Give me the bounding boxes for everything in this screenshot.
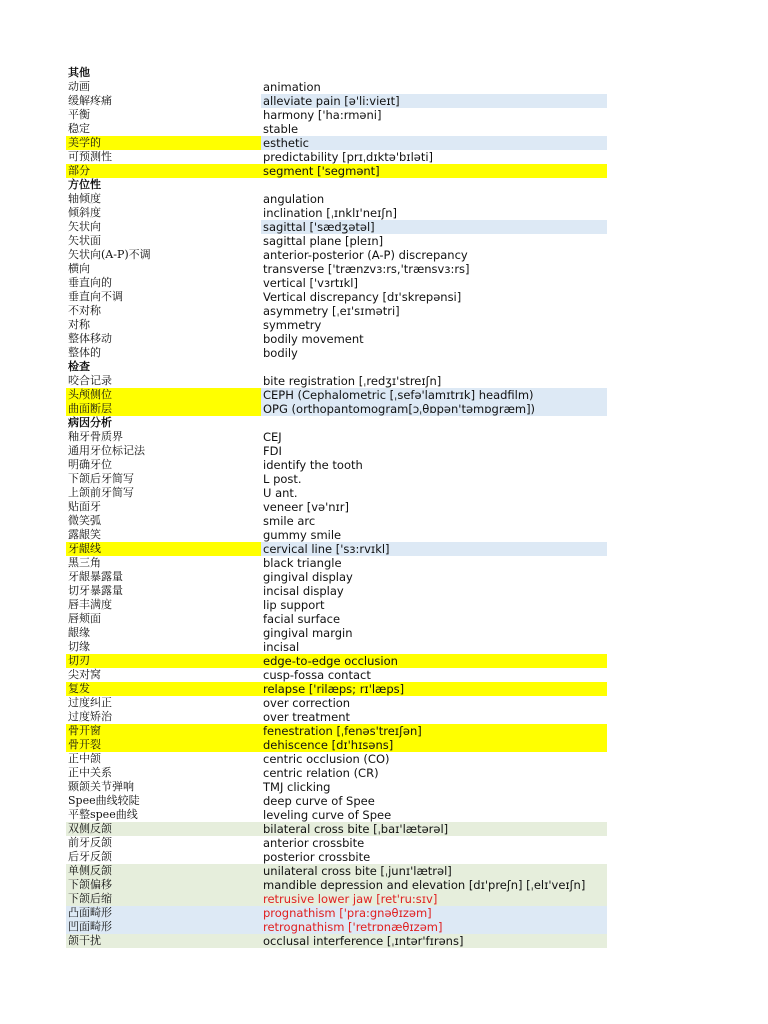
chinese-term-cell[interactable]: 牙龈线: [66, 542, 261, 556]
table-row: [66, 444, 607, 458]
table-row: [66, 94, 607, 108]
table-row: [66, 822, 607, 836]
table-row: [66, 276, 607, 290]
english-term-cell[interactable]: anterior-posterior (A-P) discrepancy: [263, 248, 468, 262]
chinese-term-cell[interactable]: 上颌前牙简写: [68, 486, 134, 499]
english-term-cell[interactable]: stable: [263, 122, 299, 136]
english-term-cell[interactable]: Vertical discrepancy [dɪ'skrepənsi]: [263, 290, 462, 304]
chinese-term-cell[interactable]: 垂直向的: [68, 276, 112, 289]
english-term-cell[interactable]: bodily movement: [263, 332, 364, 346]
chinese-term-cell[interactable]: 釉牙骨质界: [68, 430, 123, 443]
english-term-cell[interactable]: smile arc: [263, 514, 316, 528]
english-term-cell[interactable]: gummy smile: [263, 528, 342, 542]
english-term-cell[interactable]: leveling curve of Spee: [263, 808, 392, 822]
chinese-term-cell[interactable]: 咬合记录: [68, 374, 112, 387]
table-row: [66, 472, 607, 486]
table-row: [66, 934, 607, 948]
table-row: [66, 318, 607, 332]
chinese-term-cell[interactable]: 头颅侧位: [66, 388, 261, 402]
english-term-cell[interactable]: posterior crossbite: [263, 850, 371, 864]
chinese-term-cell[interactable]: 骨开窗: [68, 724, 101, 737]
chinese-term-cell[interactable]: 骨开裂: [68, 738, 101, 751]
english-term-cell[interactable]: inclination [ˌɪnklɪ'neɪʃn]: [263, 206, 397, 220]
chinese-term-cell[interactable]: 正中关系: [68, 766, 112, 779]
chinese-term-cell[interactable]: 通用牙位标记法: [68, 444, 145, 457]
chinese-term-cell[interactable]: 正中颌: [68, 752, 101, 765]
table-row: [66, 864, 607, 878]
english-term-cell[interactable]: gingival margin: [263, 626, 353, 640]
english-term-cell[interactable]: mandible depression and elevation [dɪ'preʃn] [ˌelɪ'veɪʃn]: [263, 878, 586, 892]
table-row: [66, 290, 607, 304]
chinese-term-cell[interactable]: 凸面畸形: [68, 906, 112, 919]
table-row: [66, 612, 607, 626]
english-term-cell[interactable]: lip support: [263, 598, 325, 612]
english-term-cell[interactable]: [261, 360, 607, 374]
table-row: [66, 696, 607, 710]
table-row: [66, 710, 607, 724]
english-term-cell[interactable]: animation: [263, 80, 321, 94]
english-term-cell[interactable]: asymmetry [ˌeɪ'sɪmətri]: [263, 304, 400, 318]
english-term-cell[interactable]: sagittal ['sædʒətəl]: [261, 220, 607, 234]
chinese-term-cell[interactable]: 矢状向(A-P)不调: [68, 248, 151, 261]
table-row: [66, 108, 607, 122]
table-row: [66, 556, 607, 570]
chinese-term-cell[interactable]: 下颌后缩: [68, 892, 112, 905]
table-row: [66, 598, 607, 612]
english-term-cell[interactable]: dehiscence [dɪ'hɪsəns]: [263, 738, 394, 752]
english-term-cell[interactable]: harmony ['ha:rməni]: [263, 108, 382, 122]
english-term-cell[interactable]: [261, 178, 607, 192]
english-term-cell[interactable]: [261, 416, 607, 430]
chinese-term-cell[interactable]: 露龈笑: [68, 528, 101, 541]
chinese-term-cell[interactable]: 矢状面: [68, 234, 101, 247]
chinese-term-cell[interactable]: Spee曲线较陡: [68, 794, 140, 807]
table-row: [66, 346, 607, 360]
chinese-term-cell[interactable]: 贴面牙: [68, 500, 101, 513]
chinese-term-cell[interactable]: 横向: [68, 262, 90, 275]
chinese-term-cell[interactable]: 轴倾度: [68, 192, 101, 205]
english-term-cell[interactable]: L post.: [263, 472, 302, 486]
table-row: [66, 780, 607, 794]
chinese-term-cell[interactable]: 下颌偏移: [68, 878, 112, 891]
english-term-cell[interactable]: unilateral cross bite [ˌjunɪ'lætrəl]: [263, 864, 452, 878]
table-row: [66, 150, 607, 164]
english-term-cell[interactable]: OPG (orthopantomogram[ɔˌθɒpən'təmɒgræm]): [261, 402, 607, 416]
english-term-cell[interactable]: bite registration [ˌredʒɪ'streɪʃn]: [263, 374, 442, 388]
chinese-term-cell[interactable]: 病因分析: [68, 416, 112, 429]
table-row: [66, 906, 607, 920]
table-row: [66, 528, 607, 542]
english-term-cell[interactable]: transverse ['trænzvɜ:rs,'trænsvɜ:rs]: [263, 262, 470, 276]
english-term-cell[interactable]: bodily: [263, 346, 298, 360]
table-row: [66, 234, 607, 248]
table-row: [66, 542, 607, 556]
chinese-term-cell[interactable]: 稳定: [68, 122, 90, 135]
english-term-cell[interactable]: [261, 66, 607, 80]
chinese-term-cell[interactable]: 复发: [68, 682, 90, 695]
chinese-term-cell[interactable]: 后牙反颌: [68, 850, 112, 863]
chinese-term-cell[interactable]: 平衡: [68, 108, 90, 121]
table-row: [66, 570, 607, 584]
section-header-row: [66, 66, 607, 80]
table-row: [66, 388, 607, 402]
chinese-term-cell[interactable]: 其他: [68, 66, 90, 79]
chinese-term-cell[interactable]: 切缘: [68, 640, 90, 653]
table-row: [66, 794, 607, 808]
english-term-cell[interactable]: predictability [prɪˌdɪktə'bɪləti]: [263, 150, 434, 164]
table-row: [66, 332, 607, 346]
english-term-cell[interactable]: segment ['segmənt]: [263, 164, 380, 178]
chinese-term-cell[interactable]: 颌干扰: [68, 934, 101, 947]
english-term-cell[interactable]: retrognathism ['retrɒnæθɪzəm]: [263, 920, 443, 934]
english-term-cell[interactable]: TMJ clicking: [263, 780, 331, 794]
chinese-term-cell[interactable]: 倾斜度: [68, 206, 101, 219]
english-term-cell[interactable]: deep curve of Spee: [263, 794, 375, 808]
english-term-cell[interactable]: bilateral cross bite [ˌbaɪ'lætərəl]: [263, 822, 449, 836]
table-row: [66, 262, 607, 276]
chinese-term-cell[interactable]: 整体移动: [68, 332, 112, 345]
table-row: [66, 430, 607, 444]
table-row: [66, 878, 607, 892]
chinese-term-cell[interactable]: 平整spee曲线: [68, 808, 138, 821]
table-row: [66, 766, 607, 780]
chinese-term-cell[interactable]: 矢状向: [68, 220, 101, 233]
chinese-term-cell[interactable]: 凹面畸形: [68, 920, 112, 933]
chinese-term-cell[interactable]: 美学的: [66, 136, 261, 150]
table-row: [66, 248, 607, 262]
chinese-term-cell[interactable]: 方位性: [68, 178, 101, 191]
english-term-cell[interactable]: angulation: [263, 192, 325, 206]
table-row: [66, 486, 607, 500]
table-row: [66, 654, 607, 668]
chinese-term-cell[interactable]: 切牙暴露量: [68, 584, 123, 597]
table-row: [66, 892, 607, 906]
chinese-term-cell[interactable]: 检查: [68, 360, 90, 373]
english-term-cell[interactable]: incisal display: [263, 584, 344, 598]
table-row: [66, 738, 607, 752]
english-term-cell[interactable]: centric occlusion (CO): [263, 752, 390, 766]
chinese-term-cell[interactable]: 牙龈暴露量: [68, 570, 123, 583]
chinese-term-cell[interactable]: 可预测性: [68, 150, 112, 163]
english-term-cell[interactable]: black triangle: [263, 556, 342, 570]
chinese-term-cell[interactable]: 动画: [68, 80, 90, 93]
table-row: [66, 808, 607, 822]
english-term-cell[interactable]: over correction: [263, 696, 351, 710]
chinese-term-cell[interactable]: 缓解疼痛: [68, 94, 112, 107]
table-row: [66, 122, 607, 136]
table-row: [66, 682, 607, 696]
table-row: [66, 80, 607, 94]
english-term-cell[interactable]: identify the tooth: [263, 458, 363, 472]
table-row: [66, 514, 607, 528]
chinese-term-cell[interactable]: 切刃: [68, 654, 90, 667]
english-term-cell[interactable]: prognathism ['pra:gnəθɪzəm]: [263, 906, 432, 920]
table-row: [66, 584, 607, 598]
english-term-cell[interactable]: occlusal interference [ˌɪntər'fɪrəns]: [263, 934, 464, 948]
english-term-cell[interactable]: alleviate pain [ə'li:vieɪt]: [261, 94, 607, 108]
english-term-cell[interactable]: CEPH (Cephalometric [ˌsefə'lamɪtrɪk] headfilm): [261, 388, 607, 402]
chinese-term-cell[interactable]: 前牙反颌: [68, 836, 112, 849]
spreadsheet-table: [66, 66, 607, 948]
table-row: [66, 304, 607, 318]
chinese-term-cell[interactable]: 对称: [68, 318, 90, 331]
table-row: [66, 850, 607, 864]
english-term-cell[interactable]: cusp-fossa contact: [263, 668, 371, 682]
table-row: [66, 752, 607, 766]
table-row: [66, 206, 607, 220]
chinese-term-cell[interactable]: 明确牙位: [68, 458, 112, 471]
chinese-term-cell[interactable]: 垂直向不调: [68, 290, 123, 303]
english-term-cell[interactable]: edge-to-edge occlusion: [263, 654, 398, 668]
section-header-row: [66, 360, 607, 374]
chinese-term-cell[interactable]: 微笑弧: [68, 514, 101, 527]
table-row: [66, 724, 607, 738]
english-term-cell[interactable]: centric relation (CR): [263, 766, 379, 780]
chinese-term-cell[interactable]: 过度矫治: [68, 710, 112, 723]
table-row: [66, 668, 607, 682]
section-header-row: [66, 178, 607, 192]
chinese-term-cell[interactable]: 唇颊面: [68, 612, 101, 625]
table-row: [66, 402, 607, 416]
table-row: [66, 920, 607, 934]
table-row: [66, 626, 607, 640]
english-term-cell[interactable]: esthetic: [261, 136, 607, 150]
table-row: [66, 640, 607, 654]
table-row: [66, 374, 607, 388]
chinese-term-cell[interactable]: 双侧反颌: [68, 822, 112, 835]
chinese-term-cell[interactable]: 不对称: [68, 304, 101, 317]
english-term-cell[interactable]: retrusive lower jaw [ret'ru:sɪv]: [263, 892, 438, 906]
chinese-term-cell[interactable]: 尖对窝: [68, 668, 101, 681]
chinese-term-cell[interactable]: 曲面断层: [66, 402, 261, 416]
english-term-cell[interactable]: over treatment: [263, 710, 350, 724]
chinese-term-cell[interactable]: 单侧反颌: [68, 864, 112, 877]
table-row: [66, 192, 607, 206]
english-term-cell[interactable]: veneer [və'nɪr]: [263, 500, 350, 514]
english-term-cell[interactable]: gingival display: [263, 570, 353, 584]
chinese-term-cell[interactable]: 下颌后牙简写: [68, 472, 134, 485]
english-term-cell[interactable]: U ant.: [263, 486, 298, 500]
english-term-cell[interactable]: FDI: [263, 444, 282, 458]
english-term-cell[interactable]: symmetry: [263, 318, 322, 332]
chinese-term-cell[interactable]: 黑三角: [68, 556, 101, 569]
english-term-cell[interactable]: CEJ: [263, 430, 282, 444]
table-row: [66, 220, 607, 234]
english-term-cell[interactable]: incisal: [263, 640, 300, 654]
english-term-cell[interactable]: vertical ['vɜrtɪkl]: [263, 276, 358, 290]
english-term-cell[interactable]: anterior crossbite: [263, 836, 365, 850]
section-header-row: [66, 416, 607, 430]
table-row: [66, 136, 607, 150]
table-row: [66, 458, 607, 472]
chinese-term-cell[interactable]: 整体的: [68, 346, 101, 359]
chinese-term-cell[interactable]: 唇丰满度: [68, 598, 112, 611]
table-row: [66, 164, 607, 178]
chinese-term-cell[interactable]: 龈缘: [68, 626, 90, 639]
table-row: [66, 836, 607, 850]
english-term-cell[interactable]: sagittal plane [pleɪn]: [263, 234, 384, 248]
english-term-cell[interactable]: facial surface: [263, 612, 341, 626]
chinese-term-cell[interactable]: 部分: [68, 164, 90, 177]
english-term-cell[interactable]: relapse ['rilæps; rɪ'læps]: [263, 682, 405, 696]
chinese-term-cell[interactable]: 颞颌关节弹响: [68, 780, 134, 793]
table-row: [66, 500, 607, 514]
chinese-term-cell[interactable]: 过度纠正: [68, 696, 112, 709]
english-term-cell[interactable]: cervical line ['sɜ:rvɪkl]: [261, 542, 607, 556]
english-term-cell[interactable]: fenestration [ˌfenəs'treɪʃən]: [263, 724, 422, 738]
